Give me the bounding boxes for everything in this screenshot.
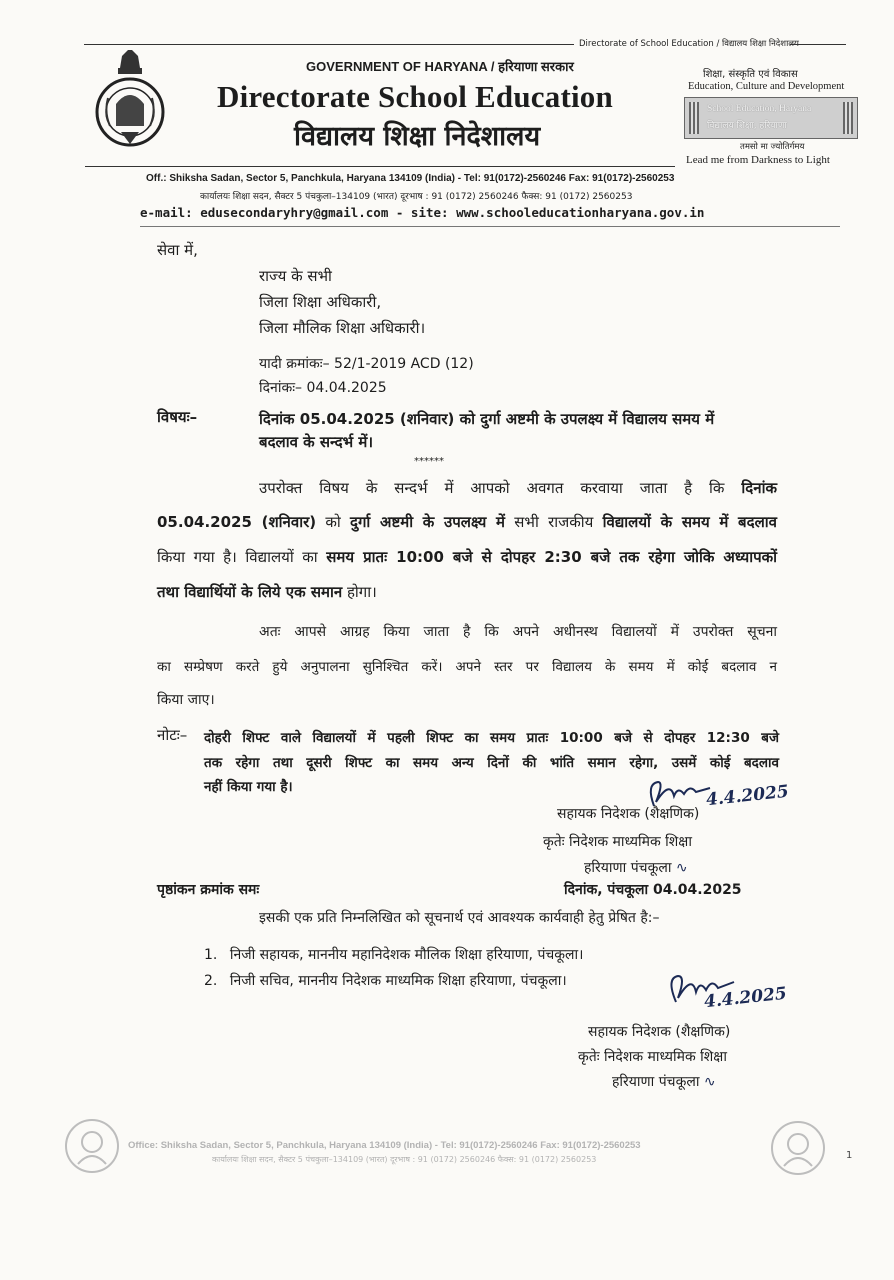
initial-mark-2-icon: ∿ [703,1074,716,1090]
signatory-1-place-text: हरियाणा पंचकूला [584,860,672,876]
para1-line-3 [157,545,777,569]
copy-item-1-num: 1. [204,947,218,963]
para1-change: विद्यालयों के समय में बदलाव [602,513,777,531]
signature-1-date: 4.4.2025 [705,781,790,811]
badge-line-2: विद्यालय शिक्षा, हरियाणा [707,121,787,131]
email-site-line: e-mail: edusecondaryhry@gmail.com - site: www.schooleducationharyana.gov.in [140,205,705,220]
recipient-line-3: जिला मौलिक शिक्षा अधिकारी। [259,319,426,337]
subject-label: विषयः– [157,408,198,426]
signature-2-date: 4.4.2025 [703,983,788,1013]
footer-girl-logo-left-icon [64,1118,120,1174]
endorsement-date: दिनांक, पंचकूला 04.04.2025 [564,882,742,898]
para1-line-1 [259,476,777,500]
para2-line-3: किया जाए। [157,692,215,708]
signatory-2-on-behalf: कृतेः निदेशक माध्यमिक शिक्षा [578,1049,727,1065]
recipient-line-2: जिला शिक्षा अधिकारी, [259,293,382,311]
note-line-2: तक रहेगा तथा दूसरी शिफ्ट का समय अन्य दिनों की भांति समान रहेगा, उसमें कोई बदलाव [204,755,779,771]
page-number: 1 [846,1150,853,1161]
para2-line-1: अतः आपसे आग्रह किया जाता है कि अपने अधीनस्थ विद्यालयों में उपरोक्त सूचना [259,624,777,640]
footer-address-en: Office: Shiksha Sadan, Sector 5, Panchkula, Haryana 134109 (India) - Tel: 91(0172)-2560246 Fax: 91(0172)-2560253 [128,1140,641,1151]
para1-text-a: उपरोक्त विषय के सन्दर्भ में आपको अवगत करवाया जाता है कि [259,479,742,497]
header-title-en: Directorate School Education [217,79,613,114]
para1-occasion: दुर्गा अष्टमी के उपलक्ष्य में [350,513,505,531]
copy-item-2 [204,969,567,993]
separator-stars: ****** [414,456,444,467]
header-rule [85,166,675,167]
note-line-1: दोहरी शिफ्ट वाले विद्यालयों में पहली शिफ्ट का समय प्रातः 10:00 बजे से दोपहर 12:30 बजे [204,730,779,746]
footer-girl-logo-right-icon [770,1120,826,1176]
top-rule [84,44,574,45]
motto-en: Lead me from Darkness to Light [686,154,830,166]
office-address-hi: कार्यालयः शिक्षा सदन, सैक्टर 5 पंचकुला–134109 (भारत) दूरभाष : 91 (0172) 2560246 फैक्स: 91 (0172) 2560253 [200,192,633,202]
salutation: सेवा में, [157,241,198,259]
signatory-2-designation: सहायक निदेशक (शैक्षणिक) [588,1024,731,1040]
note-line-3: नहीं किया गया है। [204,779,293,795]
para1-text-d: किया गया है। विद्यालयों का [157,548,327,566]
footer-address-hi: कार्यालयः शिक्षा सदन, सैक्टर 5 पंचकुला–134109 (भारत) दूरभाष : 91 (0172) 2560246 फैक्स: 91 (0172) 2560253 [212,1155,597,1164]
recipient-line-1: राज्य के सभी [259,267,332,285]
para1-date-label: दिनांक [741,479,777,497]
right-tagline-en: Education, Culture and Development [688,81,845,92]
office-address-en: Off.: Shiksha Sadan, Sector 5, Panchkula, Haryana 134109 (India) - Tel: 91(0172)-2560246 Fax: 91(0172)-2560253 [146,173,675,184]
signatory-1-designation: सहायक निदेशक (शैक्षणिक) [557,806,700,822]
para2-line-2: का सम्प्रेषण करते हुये अनुपालना सुनिश्चित करें। अपने स्तर पर विद्यालय के समय में कोई बदलाव न [157,659,777,675]
copy-item-1 [204,943,583,967]
para1-date-value: 05.04.2025 (शनिवार) [157,513,317,531]
subject-line-2: बदलाव के सन्दर्भ में। [259,433,374,451]
email-rule [140,226,840,227]
reference-number: यादी क्रमांकः– 52/1-2019 ACD (12) [259,356,474,372]
right-tagline-hi: शिक्षा, संस्कृति एवं विकास [703,69,798,80]
signatory-1-on-behalf: कृतेः निदेशक माध्यमिक शिक्षा [543,834,692,850]
para1-equal: तथा विद्यार्थियों के लिये एक समान [157,583,343,601]
motto-hi: तमसो मा ज्योतिर्गमय [740,142,805,152]
para1-line-2 [157,510,777,534]
para1-text-e: होगा। [342,583,377,601]
copy-intro: इसकी एक प्रति निम्नलिखित को सूचनार्थ एवं आवश्यक कार्यवाही हेतु प्रेषित है:– [259,910,660,926]
haryana-emblem-icon [94,48,166,156]
para1-line-4 [157,580,377,604]
para1-text-b: को [316,513,351,531]
initial-mark-icon: ∿ [675,860,688,876]
signatory-2-place [612,1070,716,1094]
para1-timing: समय प्रातः 10:00 बजे से दोपहर 2:30 बजे तक रहेगा जोकि अध्यापकों [326,548,778,566]
government-line: GOVERNMENT OF HARYANA / हरियाणा सरकार [306,59,574,74]
copy-item-1-text: निजी सहायक, माननीय महानिदेशक मौलिक शिक्षा हरियाणा, पंचकूला। [229,947,584,963]
signatory-1-place [584,856,688,880]
para1-text-c: सभी राजकीय [505,513,603,531]
copy-item-2-text: निजी सचिव, माननीय निदेशक माध्यमिक शिक्षा हरियाणा, पंचकूला। [229,973,567,989]
letter-date: दिनांकः– 04.04.2025 [259,380,387,396]
signatory-2-place-text: हरियाणा पंचकूला [612,1074,700,1090]
endorsement-label: पृष्ठांकन क्रमांक समः [157,882,260,898]
top-rule-right [790,44,846,45]
copy-item-2-num: 2. [204,973,218,989]
subject-line-1: दिनांक 05.04.2025 (शनिवार) को दुर्गा अष्टमी के उपलक्ष्य में विद्यालय समय में [259,410,715,428]
badge-line-1: School Education, Haryana [707,104,812,114]
top-right-note: Directorate of School Education / विद्यालय शिक्षा निदेशालय [579,39,799,49]
school-education-badge [684,97,858,139]
header-title-hi: विद्यालय शिक्षा निदेशालय [294,121,541,152]
note-label: नोटः– [157,726,188,744]
